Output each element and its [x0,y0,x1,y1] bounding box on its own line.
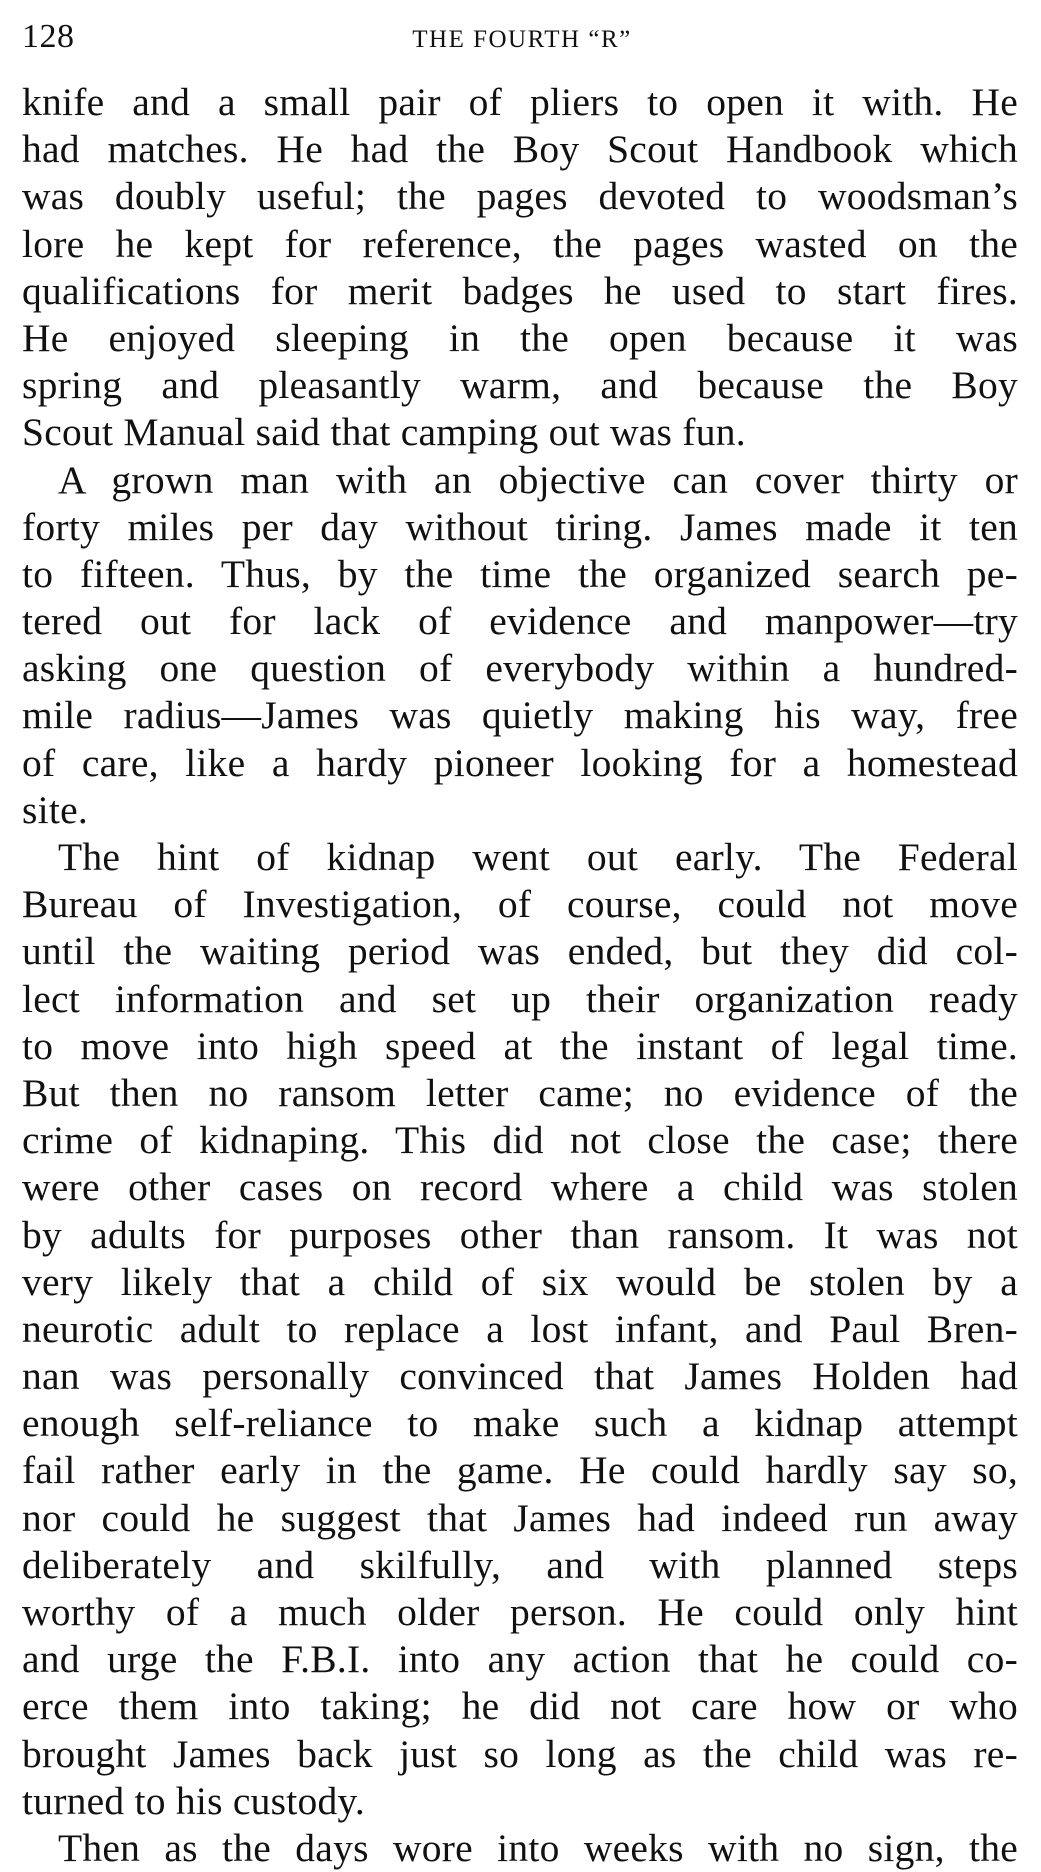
paragraph-first-line: The hint of kidnap went out early. The Federal [58,835,1018,879]
text-line: asking one question of everybody within a hundred- [22,646,1018,691]
paragraph-last-line: site. [22,787,88,832]
text-line: very likely that a child of six would be stolen by a [22,1259,1018,1304]
running-head [22,14,1022,62]
text-line: enough self-reliance to make such a kidnap attempt [22,1401,1018,1446]
text-line: forty miles per day without tiring. James made it ten [22,504,1018,549]
text-line: by adults for purposes other than ransom. It was not [22,1212,1018,1257]
text-line: and urge the F.B.I. into any action that he could co- [22,1637,1018,1682]
paragraph-first-line: Then as the days wore into weeks with no sign, the [58,1825,1018,1870]
text-line: qualifications for merit badges he used to start fires. [22,268,1018,313]
text-line: until the waiting period was ended, but they did col- [22,929,1018,974]
body-text [22,79,1018,1872]
text-line: worthy of a much older person. He could only hint [22,1590,1018,1634]
text-line: But then no ransom letter came; no evidence of the [22,1070,1018,1115]
text-line: knife and a small pair of pliers to open it with. He [22,80,1018,124]
text-line: to fifteen. Thus, by the time the organized search pe- [22,551,1018,596]
text-line: crime of kidnaping. This did not close the case; there [22,1118,1018,1163]
text-line: mile radius—James was quietly making his way, free [22,693,1018,738]
text-line: tered out for lack of evidence and manpower—try [22,599,1018,644]
text-line: were other cases on record where a child was stolen [22,1165,1018,1210]
paragraph-last-line: turned to his custody. [22,1778,366,1823]
text-line: He enjoyed sleeping in the open because it was [22,315,1018,360]
text-line: fail rather early in the game. He could hardly say so, [22,1448,1018,1493]
text-line: had matches. He had the Boy Scout Handbook which [22,127,1018,172]
text-line: nor could he suggest that James had indeed run away [22,1495,1018,1540]
text-line: erce them into taking; he did not care how or who [22,1684,1018,1729]
text-line: of care, like a hardy pioneer looking for a homestead [22,740,1018,785]
text-line: lore he kept for reference, the pages wasted on the [22,221,1018,266]
text-line: spring and pleasantly warm, and because the Boy [22,363,1018,408]
text-line: lect information and set up their organization ready [22,976,1018,1021]
paragraph-last-line: Scout Manual said that camping out was fun. [22,410,746,455]
text-line: to move into high speed at the instant of legal time. [22,1023,1018,1068]
running-title: THE FOURTH “R” [412,26,632,53]
paragraph-first-line: A grown man with an objective can cover thirty or [58,457,1018,502]
text-line: deliberately and skilfully, and with planned steps [22,1542,1018,1587]
text-line: neurotic adult to replace a lost infant, and Paul Bren- [22,1306,1018,1351]
text-line: brought James back just so long as the child was re- [22,1731,1018,1776]
text-line: Bureau of Investigation, of course, could not move [22,882,1018,927]
text-line: nan was personally convinced that James Holden had [22,1354,1018,1399]
page-number: 128 [22,18,75,55]
text-line: was doubly useful; the pages devoted to woodsman’s [22,174,1018,219]
